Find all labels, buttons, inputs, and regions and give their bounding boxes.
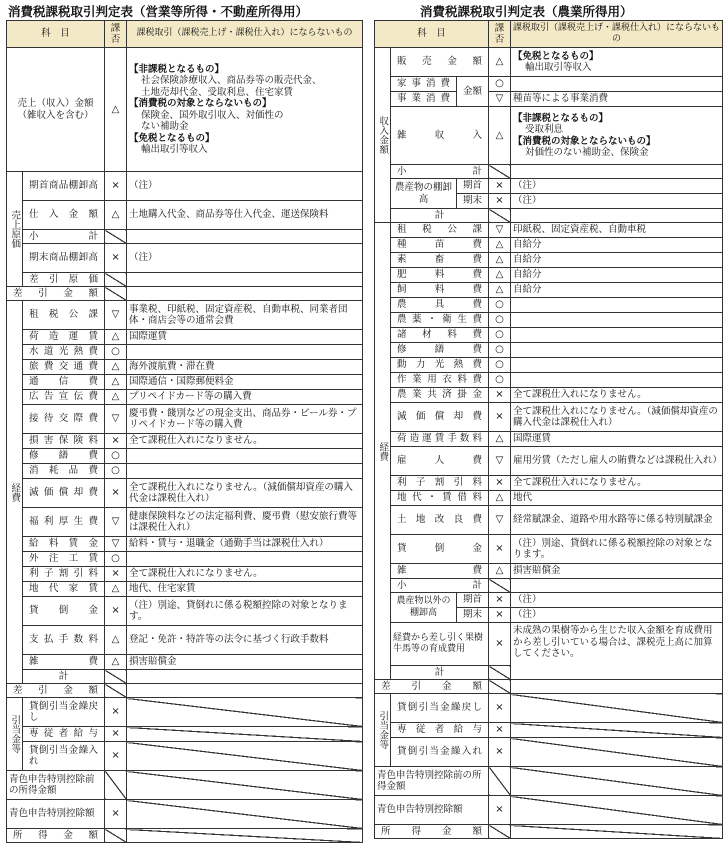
table-row-label: 種苗費	[391, 238, 489, 253]
table-row-label: 貸倒引当金繰入れ	[23, 742, 105, 771]
right-header-item: 科 目	[375, 21, 489, 48]
table-row-note: （注）	[127, 244, 363, 273]
right-expense-group: 経費	[375, 223, 391, 680]
table-row-label: 給料賃金	[23, 537, 105, 552]
right-misc-h1: 【非課税となるもの】	[513, 112, 609, 124]
table-row-note	[511, 48, 723, 77]
table-row-mark: ○	[105, 345, 127, 360]
table-row-note: 海外渡航費・滞在費	[127, 360, 363, 375]
table-row-label: 貸倒引当金繰戻し	[23, 698, 105, 727]
right-revenue-group: 収入金額	[375, 48, 391, 223]
table-row-mark: △	[489, 564, 511, 579]
table-row-mark: ×	[489, 796, 511, 825]
left-income: 所得金額	[7, 829, 105, 843]
table-row-note: 自給分	[511, 238, 723, 253]
right-home-label: 金額	[457, 77, 489, 107]
table-row-mark: ×	[105, 434, 127, 449]
table-row-mark: ▽	[489, 506, 511, 535]
blank-cell	[511, 738, 723, 767]
table-row-label: 雑費	[23, 655, 105, 670]
table-row-note: 印紙税、固定資産税、自動車税	[511, 223, 723, 238]
table-row-label: 農薬・衛生費	[391, 313, 489, 328]
table-row-note	[511, 298, 723, 313]
table-row-note: 全て課税仕入れになりません。（減価償却資産の購入代金は課税仕入れ）	[511, 403, 723, 432]
table-row-note	[127, 552, 363, 567]
table-row-note: 国際運賃	[127, 330, 363, 345]
table-row-label: 荷造運賃手数料	[391, 432, 489, 447]
table-row-mark: ×	[105, 698, 127, 727]
table-row-label: 計	[23, 670, 105, 684]
table-row-label: 租税公課	[23, 301, 105, 330]
table-row-note: 地代、住宅家賃	[127, 582, 363, 597]
table-row-mark: ×	[105, 800, 127, 829]
table-row-label: 販売金額	[391, 48, 489, 77]
table-row-mark: ×	[105, 597, 127, 626]
table-row-mark: ▽	[105, 301, 127, 330]
table-row-note: 全て課税仕入れになりません。	[127, 434, 363, 449]
table-row-mark: △	[489, 283, 511, 298]
table-row-mark: ×	[105, 172, 127, 201]
table-row-note: 健康保険料などの法定福利費、慶弔費（慰安旅行費等は課税仕入れ）	[127, 508, 363, 537]
table-row-label: 専従者給与	[23, 727, 105, 742]
table-row-mark: ▽	[489, 223, 511, 238]
table-row-label: 差引原価	[23, 273, 105, 287]
blank-cell	[489, 165, 511, 179]
table-row-label: 地代家賃	[23, 582, 105, 597]
left-judgment-table	[6, 20, 363, 843]
table-row-note: 事業税、印紙税、固定資産税、自動車税、同業者団体・商店会等の通常会費	[127, 301, 363, 330]
left-sales-l1: 社会保険診療収入、商品券等の販売代金、	[141, 75, 322, 86]
table-row-mark: ▽	[105, 508, 127, 537]
table-row-note: 全て課税仕入れになりません。（減価償却資産の購入代金は課税仕入れ）	[127, 479, 363, 508]
table-row-mark: ○	[105, 449, 127, 464]
table-row-note: 未成熟の果樹等から生じた収入金額を育成費用から差し引いている場合は、課税売上高に加算してください。	[511, 623, 723, 680]
right-reserve-group: 引当金等	[375, 694, 391, 767]
right-inv-label: 農産物の棚卸高	[391, 179, 457, 209]
table-row-label: 損害保険料	[23, 434, 105, 449]
table-row-mark: ×	[489, 694, 511, 723]
table-row-mark: ×	[489, 623, 511, 666]
table-row-label: 通信費	[23, 375, 105, 390]
table-row-note	[511, 77, 723, 92]
table-row-note: 自給分	[511, 253, 723, 268]
table-row-mark: ×	[105, 567, 127, 582]
table-row-mark: ○	[489, 328, 511, 343]
table-row-label: 貸倒引当金繰戻し	[391, 694, 489, 723]
blank-cell	[127, 771, 363, 800]
table-row-note	[511, 165, 723, 179]
table-row-note	[127, 345, 363, 360]
table-row-note: 自給分	[511, 268, 723, 283]
table-row-label: 雑収入	[391, 107, 489, 165]
table-row-mark: ×	[489, 593, 511, 608]
left-diff-label: 差引金額	[7, 684, 105, 698]
table-row-note: （注）	[511, 593, 723, 608]
blank-cell	[105, 670, 127, 684]
table-row-label: 期末商品棚卸高	[23, 244, 105, 273]
table-row-mark: ×	[489, 738, 511, 767]
left-reserve-group: 引当金等	[7, 698, 23, 771]
table-row-note: 地代	[511, 491, 723, 506]
table-row-note	[127, 464, 363, 479]
table-row-label: 修繕費	[391, 343, 489, 358]
table-row-note	[127, 670, 363, 684]
left-sales-note	[127, 48, 363, 172]
table-row-label: 旅費交通費	[23, 360, 105, 375]
table-row-note: 登記・免許・特許等の法令に基づく行政手数料	[127, 626, 363, 655]
table-row-mark: ×	[489, 535, 511, 564]
table-row-label: 経費から差し引く果樹牛馬等の育成費用	[391, 623, 489, 666]
table-row-mark: △	[105, 582, 127, 597]
table-row-note: 種苗等による事業消費	[511, 92, 723, 107]
left-expense-group: 経費	[7, 301, 23, 684]
table-row-label: 土地改良費	[391, 506, 489, 535]
table-row-note: 経常賦課金、道路や用水路等に係る特別賦課金	[511, 506, 723, 535]
table-row-label: 貸倒金	[23, 597, 105, 626]
blank-cell	[105, 829, 127, 843]
right-blue-deduction: 青色申告特別控除額	[375, 796, 489, 825]
table-row-label: 期末	[457, 194, 489, 209]
table-row-label: 減価償却費	[391, 403, 489, 432]
table-row-label: 広告宣伝費	[23, 390, 105, 405]
table-row-label: 事業消費	[391, 92, 457, 107]
table-row-note	[511, 328, 723, 343]
table-row-mark: △	[489, 268, 511, 283]
right-blue-before: 青色申告特別控除前の所得金額	[375, 767, 489, 796]
blank-cell	[127, 829, 363, 843]
table-row-label: 租税公課	[391, 223, 489, 238]
table-row-note	[511, 579, 723, 593]
table-row-label: 家事消費	[391, 77, 457, 92]
table-row-note: 自給分	[511, 283, 723, 298]
table-row-note: 損害賠償金	[127, 655, 363, 670]
table-row-label: 差引金額	[7, 287, 105, 301]
table-row-label: 専従者給与	[391, 723, 489, 738]
table-row-note: 全て課税仕入れになりません。	[511, 476, 723, 491]
table-row-note	[511, 358, 723, 373]
table-row-note: 雇用労賃（ただし雇人の賄費などは課税仕入れ）	[511, 447, 723, 476]
table-row-mark: ▽	[489, 447, 511, 476]
table-row-label: 仕入金額	[23, 201, 105, 230]
table-row-mark: ▽	[105, 537, 127, 552]
left-sales-l2: 土地売却代金、受取利息、住宅家賃	[141, 86, 294, 98]
blank-cell	[105, 771, 127, 800]
table-row-mark: △	[105, 201, 127, 230]
table-row-mark: △	[105, 626, 127, 655]
table-row-note: 土地購入代金、商品券等仕入代金、運送保険料	[127, 201, 363, 230]
table-row-mark: ○	[489, 313, 511, 328]
blank-cell	[511, 723, 723, 738]
table-row-note: 損害賠償金	[511, 564, 723, 579]
table-row-label: 雑費	[391, 564, 489, 579]
table-row-mark: ×	[105, 244, 127, 273]
table-row-mark: ▽	[489, 92, 511, 107]
table-row-label: 農業共済掛金	[391, 388, 489, 403]
blank-cell	[105, 230, 127, 244]
table-row-note	[511, 209, 723, 223]
left-sales-label: 売上（収入）金額（雑収入を含む）	[7, 48, 105, 172]
table-row-label: 福利厚生費	[23, 508, 105, 537]
table-row-note	[127, 684, 363, 698]
blank-cell	[127, 742, 363, 771]
table-row-label: 動力光熱費	[391, 358, 489, 373]
blank-cell	[511, 694, 723, 723]
table-row-label: 作業用衣料費	[391, 373, 489, 388]
left-header-item: 科 目	[7, 21, 105, 48]
table-row-label: 貸倒引当金繰入れ	[391, 738, 489, 767]
blank-cell	[489, 209, 511, 223]
left-cogs-group: 売上原価	[7, 172, 23, 287]
table-row-label: 小 計	[391, 579, 489, 593]
left-title: 消費税課税取引判定表（営業等所得・不動産所得用）	[8, 4, 309, 19]
table-row-label: 支払手数料	[23, 626, 105, 655]
table-row-note	[127, 287, 363, 301]
blank-cell	[127, 698, 363, 727]
table-row-note: 全て課税仕入れになりません。	[511, 388, 723, 403]
right-judgment-table	[374, 20, 723, 839]
table-row-mark: △	[105, 360, 127, 375]
table-row-mark: ○	[489, 358, 511, 373]
table-row-mark: ×	[489, 723, 511, 738]
left-header-note: 課税取引（課税売上げ・課税仕入れ）にならないもの	[127, 21, 363, 48]
table-row-mark: ×	[489, 179, 511, 194]
table-row-mark: ×	[489, 388, 511, 403]
table-row-label: 諸材料費	[391, 328, 489, 343]
table-row-label: 地代・賃借料	[391, 491, 489, 506]
left-blue-before: 青色申告特別控除前の所得金額	[7, 771, 105, 800]
blank-cell	[489, 825, 511, 839]
table-row-note: （注）別途、貸倒れに係る税額控除の対象となります。	[511, 535, 723, 564]
table-row-label: 貸倒金	[391, 535, 489, 564]
table-row-mark: ×	[489, 403, 511, 432]
table-row-note	[127, 230, 363, 244]
table-row-note: （注）別途、貸倒れに係る税額控除の対象となります。	[127, 597, 363, 626]
left-sales-l5: 輸出取引等収入	[141, 144, 208, 155]
table-row-label: 荷造運賃	[23, 330, 105, 345]
left-sales-h3: 【免税となるもの】	[129, 132, 215, 144]
table-row-note	[511, 680, 723, 694]
table-row-mark: ○	[489, 298, 511, 313]
blank-cell	[489, 666, 511, 680]
table-row-note	[511, 107, 723, 165]
table-row-label: 接待交際費	[23, 405, 105, 434]
table-row-label: 小 計	[23, 230, 105, 244]
right-diff-label: 差引金額	[375, 680, 489, 694]
table-row-label: 利子割引料	[23, 567, 105, 582]
table-row-mark: ○	[489, 373, 511, 388]
right-misc-l1: 受取利息	[525, 124, 564, 135]
left-sales-h2: 【消費税の対象とならないもの】	[129, 98, 272, 109]
table-row-mark: ○	[489, 343, 511, 358]
table-row-label: 修繕費	[23, 449, 105, 464]
blank-cell	[489, 767, 511, 796]
right-sales-note2: 輸出取引等収入	[525, 62, 592, 73]
right-misc-h2: 【消費税の対象とならないもの】	[513, 135, 656, 147]
table-row-label: 雇人費	[391, 447, 489, 476]
table-row-note: （注）	[127, 172, 363, 201]
left-header-tax: 課否	[105, 21, 127, 48]
table-row-label: 水道光熱費	[23, 345, 105, 360]
table-row-label: 計	[391, 666, 489, 680]
table-row-note: （注）	[511, 608, 723, 623]
right-header-note: 課税取引（課税売上げ・課税仕入れ）にならないもの	[511, 21, 723, 48]
blank-cell	[105, 684, 127, 698]
table-row-mark: ▽	[105, 405, 127, 434]
left-blue-deduction: 青色申告特別控除額	[7, 800, 105, 829]
table-row-mark: △	[105, 390, 127, 405]
table-row-mark: ○	[105, 464, 127, 479]
table-row-note: （注）	[511, 179, 723, 194]
table-row-mark: △	[489, 238, 511, 253]
table-row-label: 肥料費	[391, 268, 489, 283]
right-misc-l2: 対価性のない補助金、保険金	[525, 147, 649, 158]
blank-cell	[511, 767, 723, 796]
table-row-note	[127, 273, 363, 287]
table-row-mark: ×	[489, 608, 511, 623]
right-header-tax: 課否	[489, 21, 511, 48]
table-row-note	[511, 373, 723, 388]
blank-cell	[127, 727, 363, 742]
table-row-mark: △	[489, 107, 511, 165]
table-row-label: 減価償却費	[23, 479, 105, 508]
table-row-label: 利子割引料	[391, 476, 489, 491]
blank-cell	[105, 287, 127, 301]
table-row-mark: △	[489, 253, 511, 268]
table-row-label: 期末	[457, 608, 489, 623]
left-sales-h1: 【非課税となるもの】	[129, 63, 225, 75]
blank-cell	[511, 825, 723, 839]
table-row-mark: ○	[489, 77, 511, 92]
right-inv2-label: 農産物以外の棚卸高	[391, 593, 457, 623]
table-row-mark: △	[105, 655, 127, 670]
table-row-label: 期首	[457, 179, 489, 194]
table-row-mark: ×	[105, 742, 127, 771]
table-row-note	[511, 313, 723, 328]
blank-cell	[511, 796, 723, 825]
table-row-mark: ×	[489, 476, 511, 491]
table-row-mark: △	[105, 375, 127, 390]
table-row-label: 農具費	[391, 298, 489, 313]
table-row-mark: ○	[105, 552, 127, 567]
table-row-label: 素畜費	[391, 253, 489, 268]
table-row-note: 慶弔費・餞別などの現金支出、商品券・ビール券・プリペイドカード等の購入費	[127, 405, 363, 434]
right-sales-note1: 【免税となるもの】	[513, 50, 599, 62]
table-row-label: 消耗品費	[23, 464, 105, 479]
table-row-note	[511, 343, 723, 358]
right-income: 所得金額	[375, 825, 489, 839]
table-row-note: 給料・賃与・退職金（通勤手当は課税仕入れ）	[127, 537, 363, 552]
right-title: 消費税課税取引判定表（農業所得用）	[420, 4, 633, 19]
table-row-note	[127, 449, 363, 464]
table-row-mark: △	[489, 48, 511, 77]
table-row-mark: △	[105, 330, 127, 345]
table-row-mark: ×	[105, 727, 127, 742]
table-row-note: 国際通信・国際郵便料金	[127, 375, 363, 390]
left-sales-l3: 保険金、国外取引収入、対価性の	[141, 109, 284, 121]
table-row-label: 期首商品棚卸高	[23, 172, 105, 201]
table-row-note: 国際運賃	[511, 432, 723, 447]
table-row-label: 期首	[457, 593, 489, 608]
blank-cell	[127, 800, 363, 829]
table-row-mark: △	[489, 491, 511, 506]
blank-cell	[105, 273, 127, 287]
table-row-mark: ×	[489, 194, 511, 209]
table-row-label: 飼料費	[391, 283, 489, 298]
table-row-note: （注）	[511, 194, 723, 209]
table-row-label: 計	[391, 209, 489, 223]
table-row-mark: △	[489, 432, 511, 447]
blank-cell	[489, 579, 511, 593]
left-sales-l4: ない補助金	[141, 121, 189, 132]
blank-cell	[489, 680, 511, 694]
table-row-note: 全て課税仕入れになりません。	[127, 567, 363, 582]
table-row-label: 小 計	[391, 165, 489, 179]
table-row-note: プリペイドカード等の購入費	[127, 390, 363, 405]
left-sales-mark: △	[105, 48, 127, 172]
table-row-mark: ×	[105, 479, 127, 508]
table-row-label: 外注工賃	[23, 552, 105, 567]
